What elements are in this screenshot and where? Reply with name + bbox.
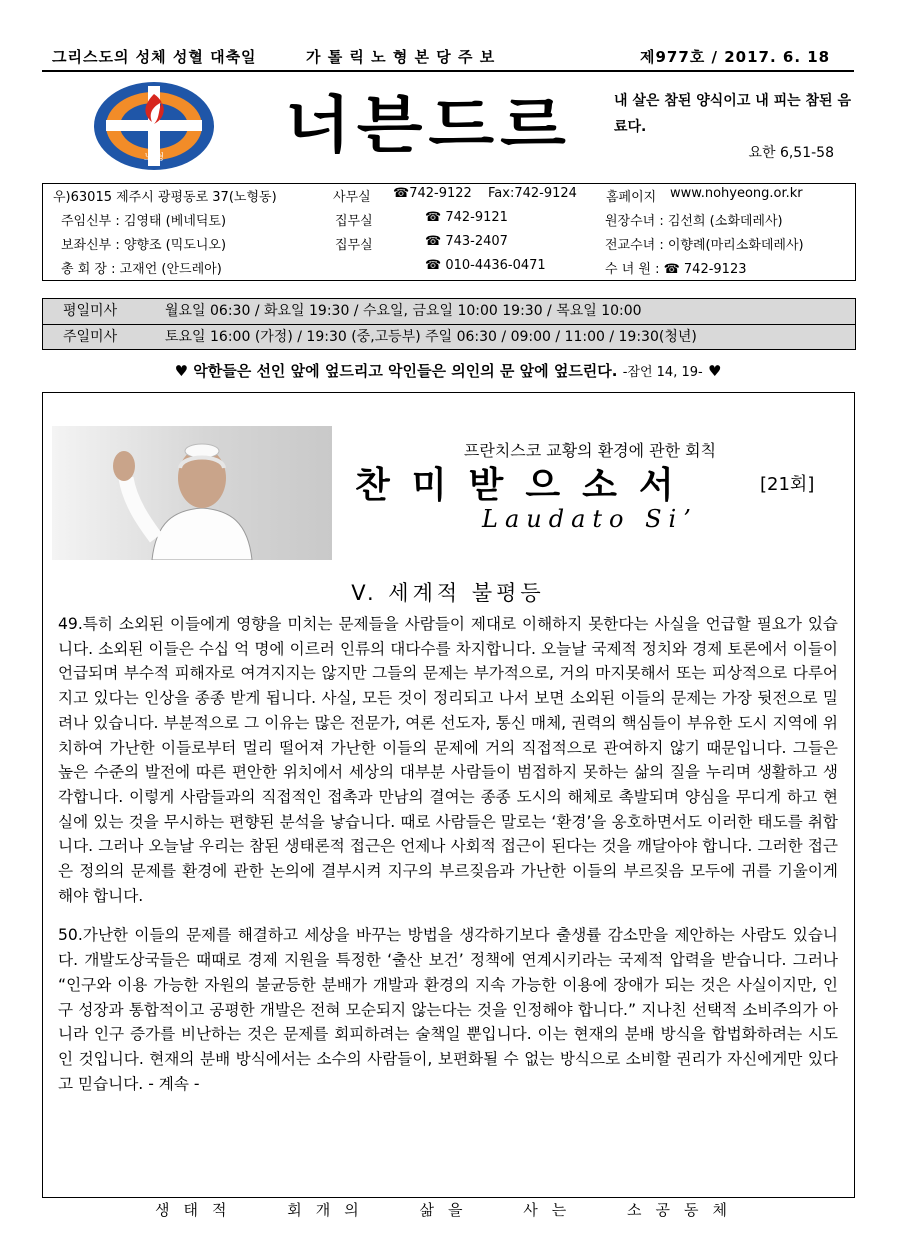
top-bar [42, 44, 854, 72]
article-latin-title: Laudato Si’ [482, 505, 698, 533]
fax: Fax:742-9124 [488, 186, 577, 201]
section-heading: V. 세계적 불평등 [351, 581, 545, 605]
assistant-tel: ☎ 743-2407 [425, 234, 508, 249]
quote-source: 요한 6,51-58 [748, 145, 834, 161]
homepage-link[interactable]: www.nohyeong.or.kr [670, 186, 803, 201]
residence-label: 집무실 [335, 238, 373, 253]
proverb-ref: -잠언 14, 19- [622, 365, 703, 380]
info-row-1 [43, 186, 855, 208]
gospel-quote [614, 88, 854, 166]
weekday-times: 월요일 06:30 / 화요일 19:30 / 수요일, 금요일 10:00 19:30 / 목요일 10:00 [165, 303, 642, 319]
info-row-4 [43, 258, 855, 280]
article-body [58, 612, 838, 1111]
paragraph-49: 49.특히 소외된 이들에게 영향을 미치는 문제들을 사람들이 제대로 이해하지 못한다는 사실을 언급할 필요가 있습니다. 소외된 이들은 수십 억 명에 이르러 인류의 대다수를 차지합니다. 오늘날 국제적 정치와 경제 토론에서 이들이 언급되며 부수적 피해자로 여겨지지는 않지만 그들의 문제는 부가적으로, 거의 마지못해서 또는 피상적으로 다루어지고 있다는 인상을 종종 받게 됩니다. 사실, 모든 것이 정리되고 나서 보면 소외된 이들의 문제는 가장 뒷전으로 밀려나 있습니다. 부분적으로 그 이유는 많은 전문가, 여론 선도자, 통신 매체, 권력의 핵심들이 부유한 도시 지역에 위치하여 가난한 이들로부터 멀리 떨어져 가난한 이들의 문제에 거의 직접적으로 관여하지 않기 때문입니다. 그들은 높은 수준의 발전에 따른 편안한 위치에서 세상의 대부분 사람들이 범접하지 못하는 삶의 질을 누리며 생활하고 생각합니다. 이렇게 사람들과의 직접적인 접촉과 만남의 결여는 종종 도시의 해체로 촉발되며 양심을 무디게 하고 현실에 있는 것을 무시하는 편향된 분석을 낳습니다. 때로 사람들은 말로는 ‘환경’을 옹호하면서도 이러한 태도를 취합니다. 그러나 오늘날 우리는 참된 생태론적 접근은 언제나 사회적 접근이 된다는 것을 깨달아야 합니다. 그러한 접근은 정의의 문제를 환경에 관한 논의에 결부시켜 지구의 부르짖음과 가난한 이들의 부르짖음 모두에 귀를 기울이게 해야 합니다. [58, 615, 838, 905]
proverb-text: ♥ 악한들은 선인 앞에 엎드리고 악인들은 의인의 문 앞에 엎드린다. [174, 362, 618, 380]
sunday-label: 주일미사 [63, 329, 118, 345]
assistant-priest: 보좌신부 : 양향조 (믹도니오) [61, 238, 227, 253]
sunday-mass-row [43, 324, 855, 350]
issue-number: 제977호 / 2017. 6. 18 [640, 48, 831, 66]
superior: 원장수녀 : 김선희 (소화데레사) [605, 214, 783, 229]
sunday-times: 토요일 16:00 (가정) / 19:30 (중,고등부) 주일 06:30 / 09:00 / 11:00 / 19:30(청년) [165, 329, 697, 345]
homepage-label: 홈페이지 [606, 190, 657, 205]
weekday-mass-row [43, 299, 855, 324]
pope-figure-icon [52, 426, 332, 560]
info-row-3 [43, 234, 855, 256]
article-title: 찬미받으소서 [355, 465, 696, 506]
bulletin-name: 가 톨 릭 노 형 본 당 주 보 [306, 48, 496, 66]
proverb-line [42, 360, 854, 381]
mass-schedule [42, 298, 856, 350]
mission-sister: 전교수녀 : 이향례(마리소화데레사) [605, 238, 804, 253]
convent: 수 녀 원 : ☎ 742-9123 [605, 262, 747, 277]
heart-icon: ♥ [707, 362, 722, 380]
pastor: 주임신부 : 김영태 (베네딕토) [61, 214, 227, 229]
paragraph-50: 50.가난한 이들의 문제를 해결하고 세상을 바꾸는 방법을 생각하기보다 출생률 감소만을 제안하는 사람도 있습니다. 개발도상국들은 때때로 경제 지원을 특정한 ‘출산 보건’ 정책에 연계시키라는 국제적 압력을 받습니다. 그러나 “인구와 이용 가능한 자원의 불균등한 분배가 개발과 환경의 지속 가능한 이용에 장애가 되는 것은 사실이지만, 인구 성장과 통합적이고 공평한 개발은 전혀 모순되지 않는다는 것을 인정해야 합니다.” 지나친 선택적 소비주의가 아니라 인구 증가를 비난하는 것은 문제를 회피하려는 술책일 뿐입니다. 이는 현재의 분배 방식을 합법화하려는 시도인 것입니다. 현재의 분배 방식에서는 소수의 사람들이, 보편화될 수 없는 방식으로 소비할 권리가 자신에게만 있다고 믿습니다. - 계속 - [58, 926, 838, 1093]
article-episode: [21회] [760, 474, 815, 495]
footer-motto: 생태적 회개의 삶을 사는 소공동체 [155, 1201, 741, 1219]
quote-text: 내 살은 참된 양식이고 내 피는 참된 음료다. [614, 93, 851, 135]
pastor-tel: ☎ 742-9121 [425, 210, 508, 225]
residence-label: 집무실 [335, 214, 373, 229]
parish-info-box [42, 183, 856, 281]
chairman-tel: ☎ 010-4436-0471 [425, 258, 546, 273]
parish-logo [92, 80, 216, 172]
feast-name: 그리스도의 성체 성혈 대축일 [52, 48, 257, 66]
article-subtitle: 프란치스코 교황의 환경에 관한 회칙 [463, 441, 717, 460]
svg-text:노 형: 노 형 [143, 153, 165, 163]
address: 우)63015 제주시 광평동로 37(노형동) [53, 190, 277, 205]
logo-emblem-icon [92, 80, 216, 172]
weekday-label: 평일미사 [63, 303, 118, 319]
office-label: 사무실 [333, 190, 371, 205]
office-tel: ☎742-9122 [393, 186, 472, 201]
chairman: 총 회 장 : 고재언 (안드레아) [61, 262, 222, 277]
pope-photo [52, 426, 332, 560]
masthead-title: 너븐드르 [285, 90, 572, 162]
info-row-2 [43, 210, 855, 232]
